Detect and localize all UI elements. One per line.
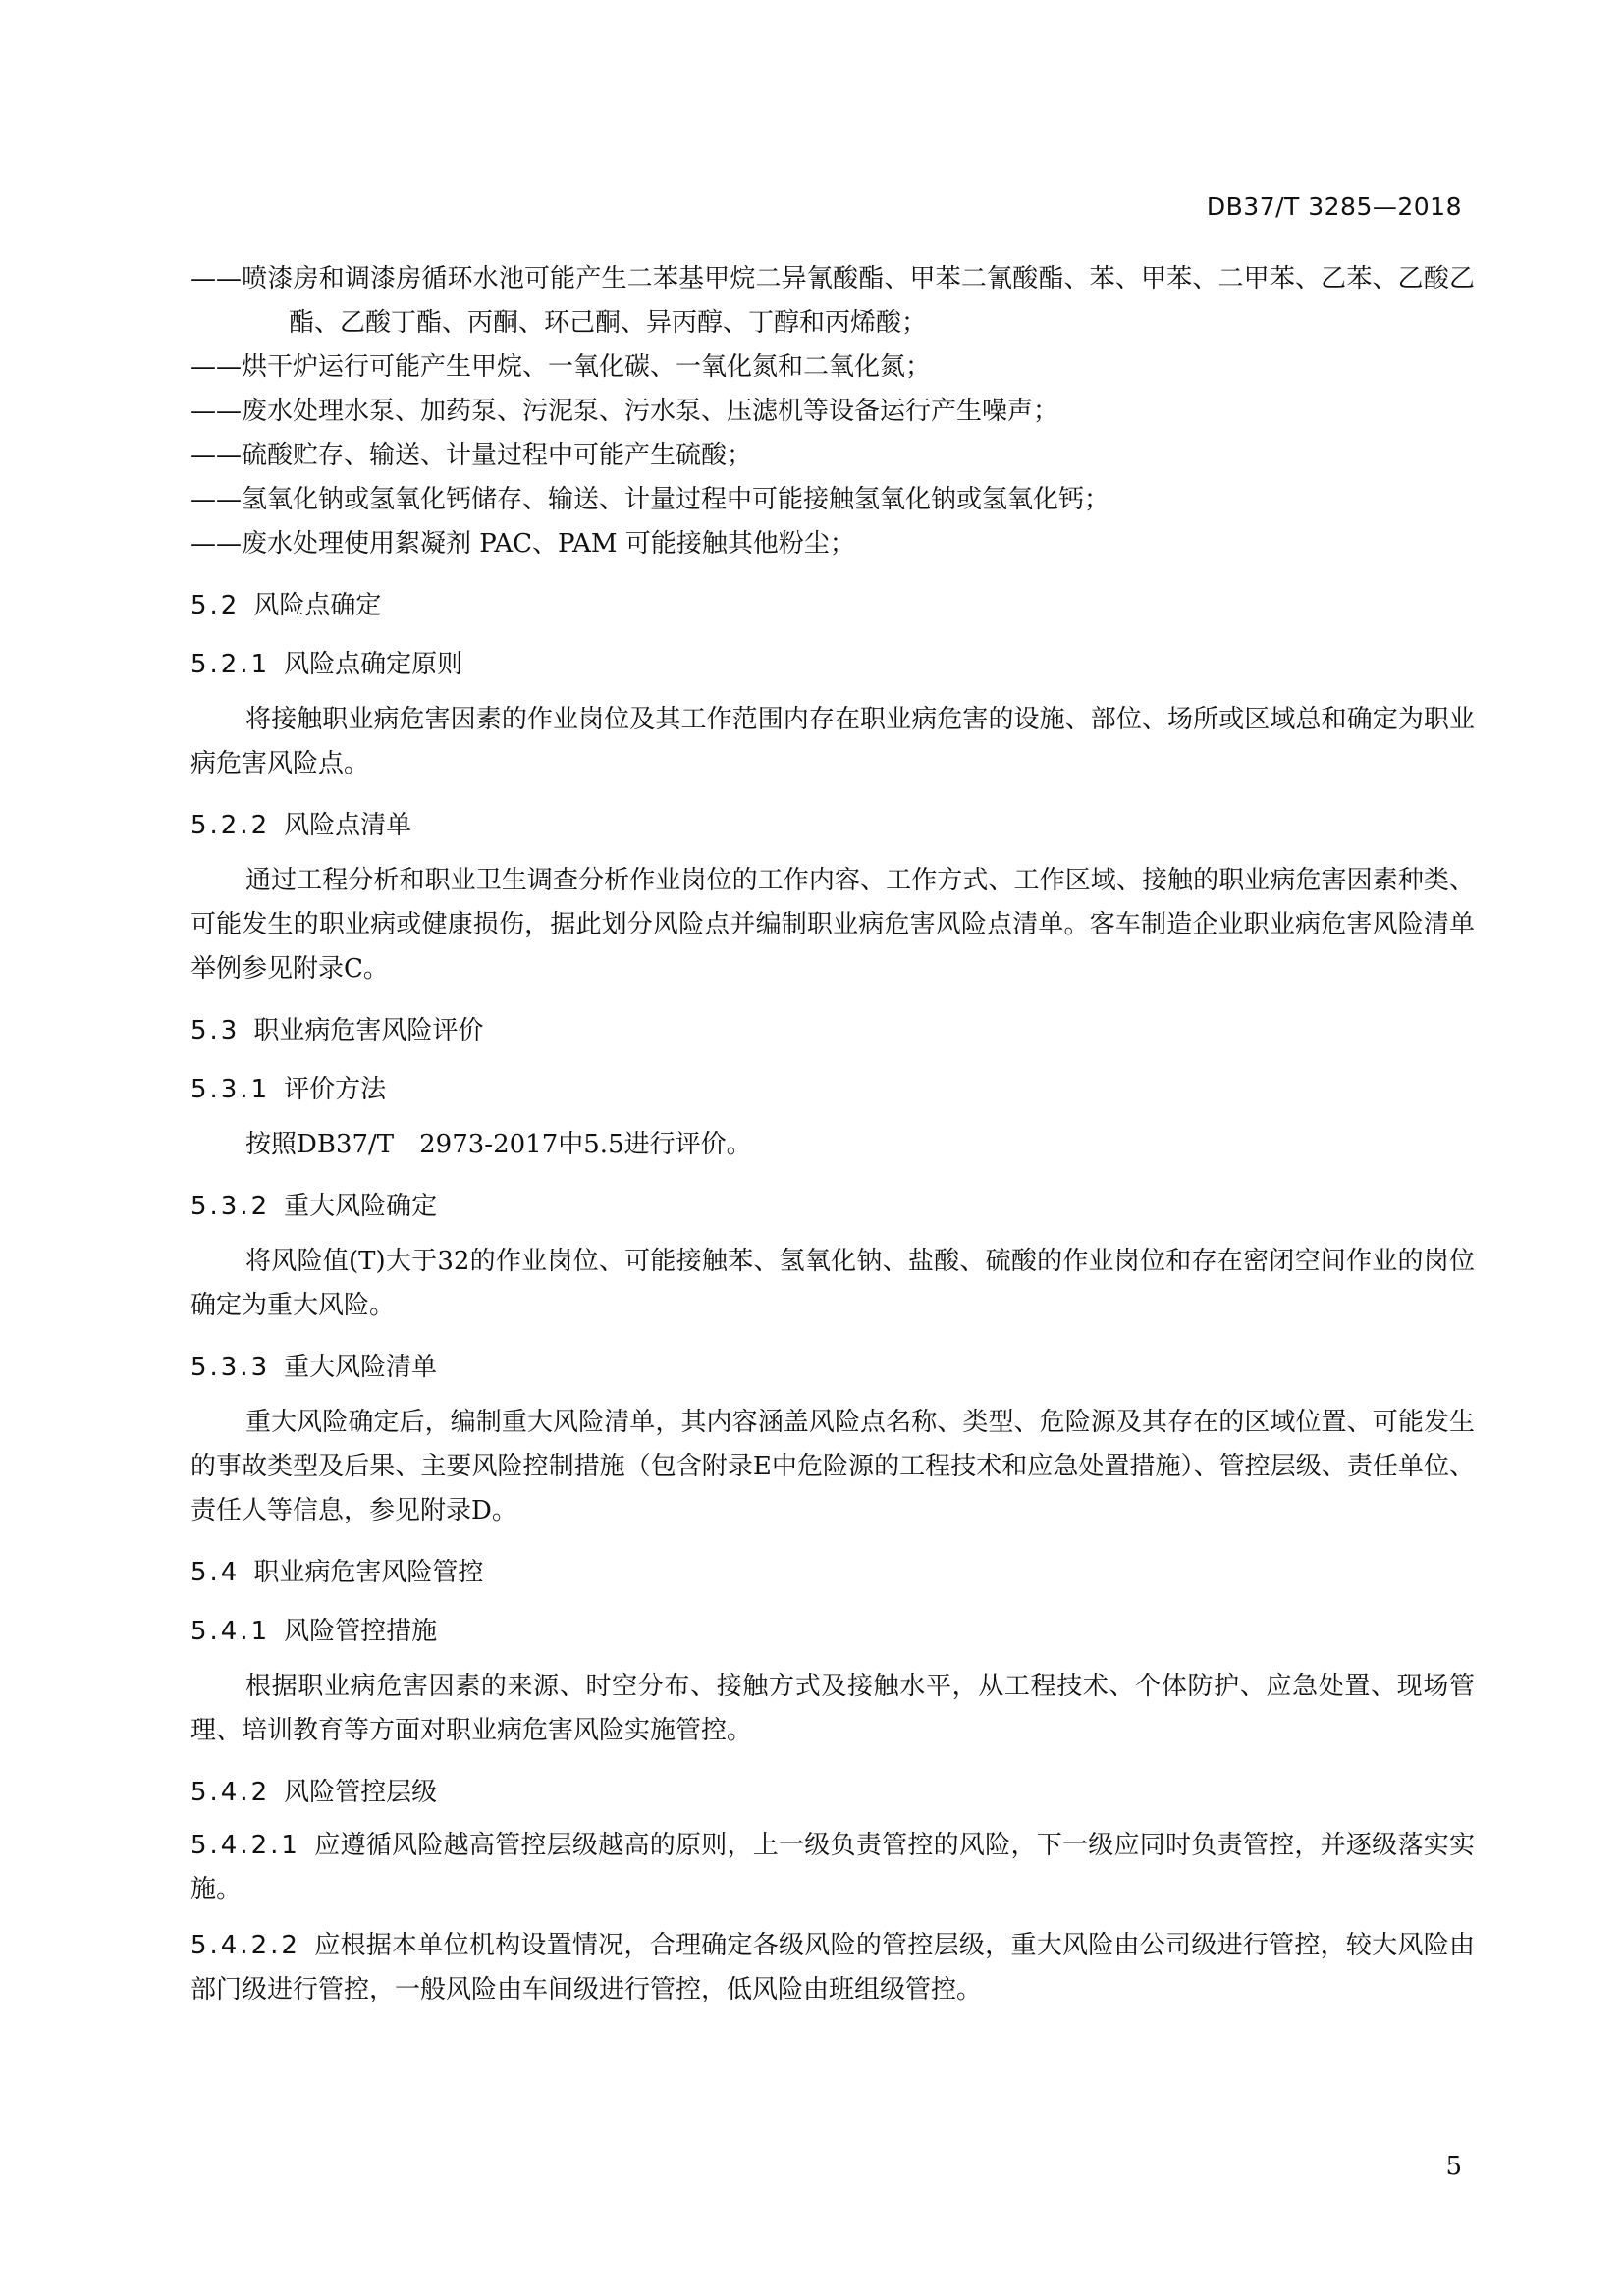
section-title: 重大风险清单 bbox=[284, 1353, 438, 1382]
section-heading-5-4-2 bbox=[190, 1773, 1475, 1812]
section-title: 风险点确定原则 bbox=[284, 650, 463, 679]
clause-5-4-2-1 bbox=[190, 1824, 1475, 1912]
clause-number: 5.4.2.2 bbox=[190, 1931, 300, 1960]
section-title: 重大风险确定 bbox=[284, 1192, 438, 1221]
clause-5-4-2-2 bbox=[190, 1924, 1475, 2012]
section-number: 5.4 bbox=[190, 1558, 241, 1587]
section-paragraph: 按照DB37/T 2973-2017中5.5进行评价。 bbox=[245, 1130, 752, 1159]
section-number: 5.2.2 bbox=[190, 811, 271, 840]
section-number: 5.4.1 bbox=[190, 1617, 271, 1646]
clause-text: 应根据本单位机构设置情况，合理确定各级风险的管控层级，重大风险由公司级进行管控，较大风险由部门级进行管控，一般风险由车间级进行管控，低风险由班组级管控。 bbox=[190, 1931, 1475, 2004]
section-heading-5-3-1 bbox=[190, 1070, 1475, 1109]
section-paragraph: 通过工程分析和职业卫生调查分析作业岗位的工作内容、工作方式、工作区域、接触的职业病危害因素种类、可能发生的职业病或健康损伤，据此划分风险点并编制职业病危害风险点清单。客车制造企业职业病危害风险清单举例参见附录C。 bbox=[190, 866, 1475, 984]
section-heading-5-2-1 bbox=[190, 645, 1475, 684]
list-item: ——废水处理使用絮凝剂 PAC、PAM 可能接触其他粉尘； bbox=[190, 529, 855, 559]
list-item: ——氢氧化钠或氢氧化钙储存、输送、计量过程中可能接触氢氧化钠或氢氧化钙； bbox=[190, 485, 1110, 514]
section-title: 职业病危害风险管控 bbox=[253, 1558, 484, 1587]
section-paragraph: 将风险值(T)大于32的作业岗位、可能接触苯、氢氧化钠、盐酸、硫酸的作业岗位和存在密闭空间作业的岗位确定为重大风险。 bbox=[190, 1247, 1475, 1320]
section-heading-5-3 bbox=[190, 1011, 1475, 1050]
section-heading-5-3-2 bbox=[190, 1187, 1475, 1226]
section-title: 风险点确定 bbox=[253, 591, 382, 620]
section-number: 5.3 bbox=[190, 1016, 241, 1045]
document-code-header: DB37/T 3285—2018 bbox=[1206, 192, 1462, 221]
section-number: 5.4.2 bbox=[190, 1778, 271, 1807]
section-title: 风险管控措施 bbox=[284, 1617, 438, 1646]
list-item: ——烘干炉运行可能产生甲烷、一氧化碳、一氧化氮和二氧化氮； bbox=[190, 352, 932, 382]
section-title: 风险点清单 bbox=[284, 811, 412, 840]
clause-text: 应遵循风险越高管控层级越高的原则，上一级负责管控的风险，下一级应同时负责管控，并逐级落实实施。 bbox=[190, 1831, 1475, 1904]
section-title: 风险管控层级 bbox=[284, 1778, 438, 1807]
section-number: 5.2 bbox=[190, 591, 241, 620]
section-paragraph: 根据职业病危害因素的来源、时空分布、接触方式及接触水平，从工程技术、个体防护、应急处置、现场管理、培训教育等方面对职业病危害风险实施管控。 bbox=[190, 1672, 1475, 1745]
document-body bbox=[190, 257, 1475, 2012]
section-paragraph: 重大风险确定后，编制重大风险清单，其内容涵盖风险点名称、类型、危险源及其存在的区域位置、可能发生的事故类型及后果、主要风险控制措施（包含附录E中危险源的工程技术和应急处置措施）、管控层级、责任单位、责任人等信息，参见附录D。 bbox=[190, 1408, 1475, 1525]
clause-number: 5.4.2.1 bbox=[190, 1831, 300, 1860]
list-item: ——喷漆房和调漆房循环水池可能产生二苯基甲烷二异氰酸酯、甲苯二氰酸酯、苯、甲苯、二甲苯、乙苯、乙酸乙酯、乙酸丁酯、丙酮、环己酮、异丙醇、丁醇和丙烯酸； bbox=[190, 264, 1475, 338]
section-heading-5-2 bbox=[190, 586, 1475, 625]
section-heading-5-4 bbox=[190, 1553, 1475, 1592]
section-title: 职业病危害风险评价 bbox=[253, 1016, 484, 1045]
section-title: 评价方法 bbox=[284, 1075, 387, 1104]
page-number: 5 bbox=[1445, 2152, 1462, 2181]
section-heading-5-2-2 bbox=[190, 806, 1475, 845]
section-paragraph: 将接触职业病危害因素的作业岗位及其工作范围内存在职业病危害的设施、部位、场所或区域总和确定为职业病危害风险点。 bbox=[190, 705, 1475, 778]
section-heading-5-3-3 bbox=[190, 1348, 1475, 1387]
list-item: ——硫酸贮存、输送、计量过程中可能产生硫酸； bbox=[190, 441, 753, 470]
section-number: 5.3.2 bbox=[190, 1192, 271, 1221]
section-heading-5-4-1 bbox=[190, 1612, 1475, 1651]
section-number: 5.2.1 bbox=[190, 650, 271, 679]
hazard-list bbox=[190, 257, 1475, 566]
section-number: 5.3.3 bbox=[190, 1353, 271, 1382]
section-number: 5.3.1 bbox=[190, 1075, 271, 1104]
list-item: ——废水处理水泵、加药泵、污泥泵、污水泵、压滤机等设备运行产生噪声； bbox=[190, 397, 1059, 426]
